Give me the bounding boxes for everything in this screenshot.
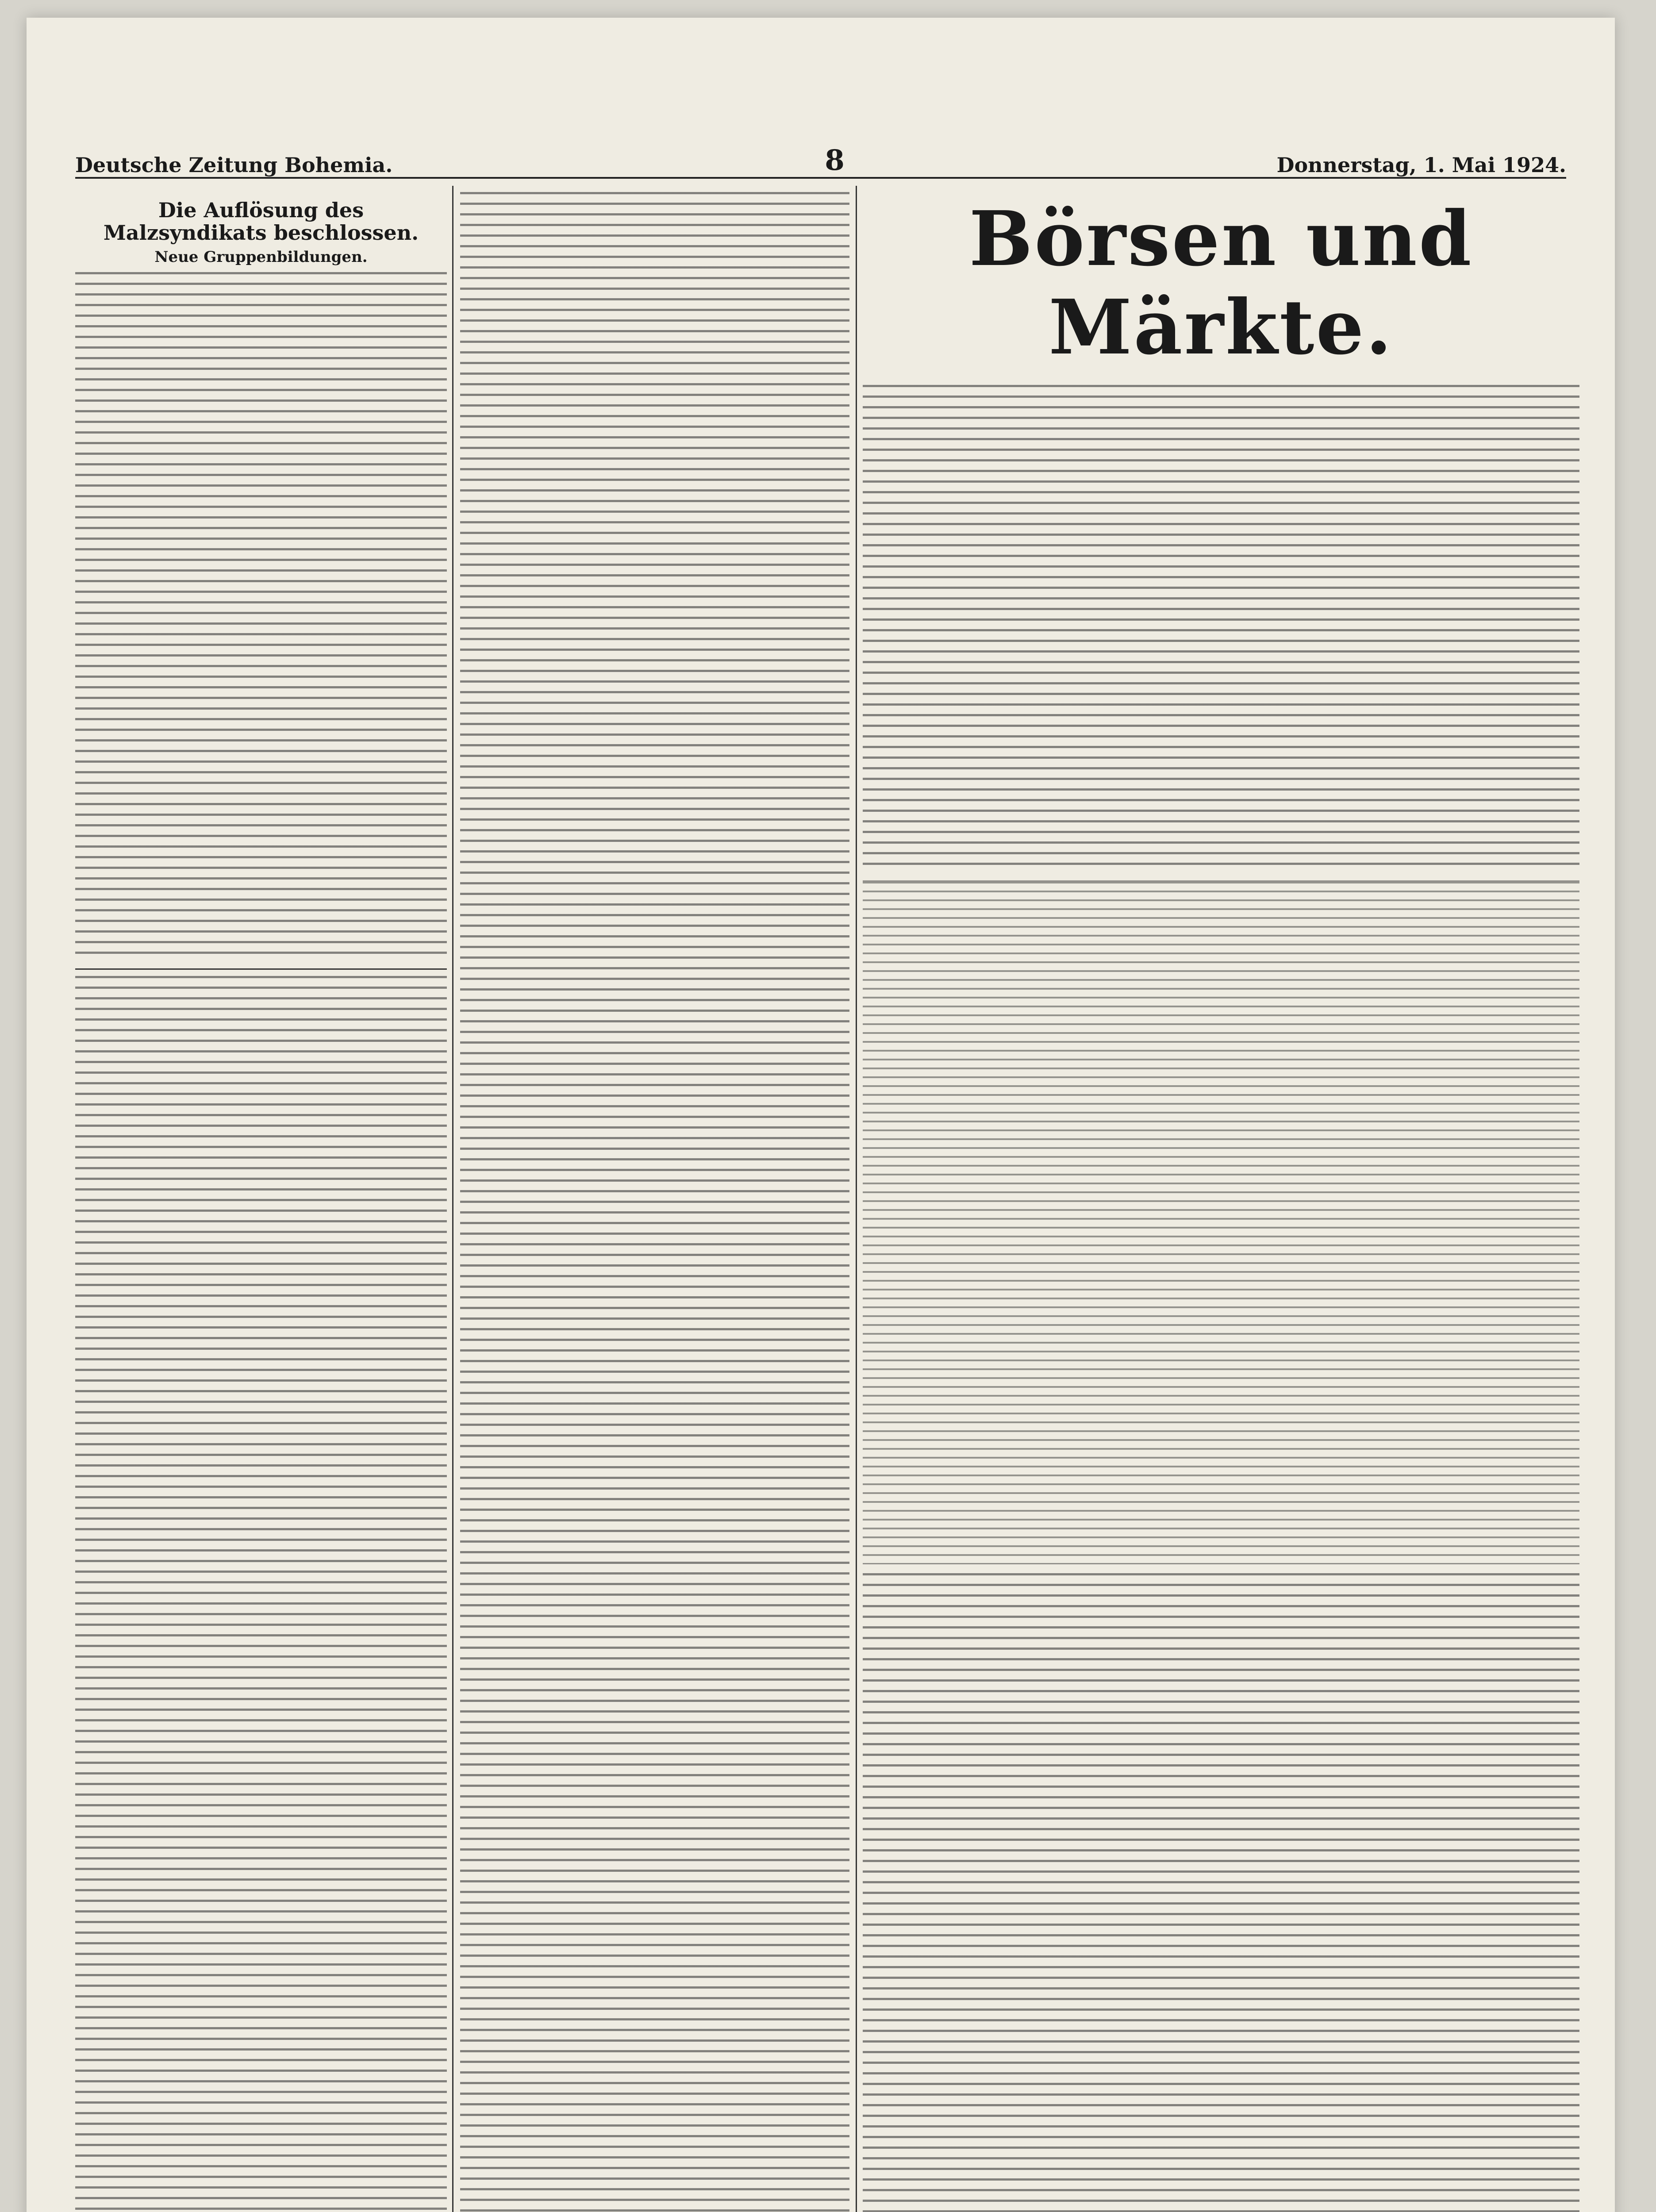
column-2 (460, 186, 849, 2212)
article-title: Die Auflösung des Malzsyndikats beschlossen. (103, 198, 419, 245)
issue-date: Donnerstag, 1. Mai 1924. (1276, 153, 1566, 177)
article-body (863, 1573, 1579, 2212)
article-body (460, 192, 849, 2212)
column-divider (856, 186, 857, 2212)
newspaper-page (27, 18, 1615, 2212)
article-subtitle: Neue Gruppenbildungen. (154, 248, 368, 266)
price-table (863, 880, 1579, 1564)
article-body (75, 976, 447, 2212)
column-3 (863, 186, 1579, 2212)
column-divider (452, 186, 453, 2212)
page-number: 8 (825, 144, 845, 177)
separator (75, 968, 447, 970)
section-headline: Börsen und Märkte. (969, 195, 1473, 372)
column-1 (75, 186, 447, 2212)
article-body (75, 272, 447, 962)
newspaper-name: Deutsche Zeitung Bohemia. (75, 153, 393, 177)
article-body (863, 385, 1579, 872)
page-header (75, 137, 1566, 179)
